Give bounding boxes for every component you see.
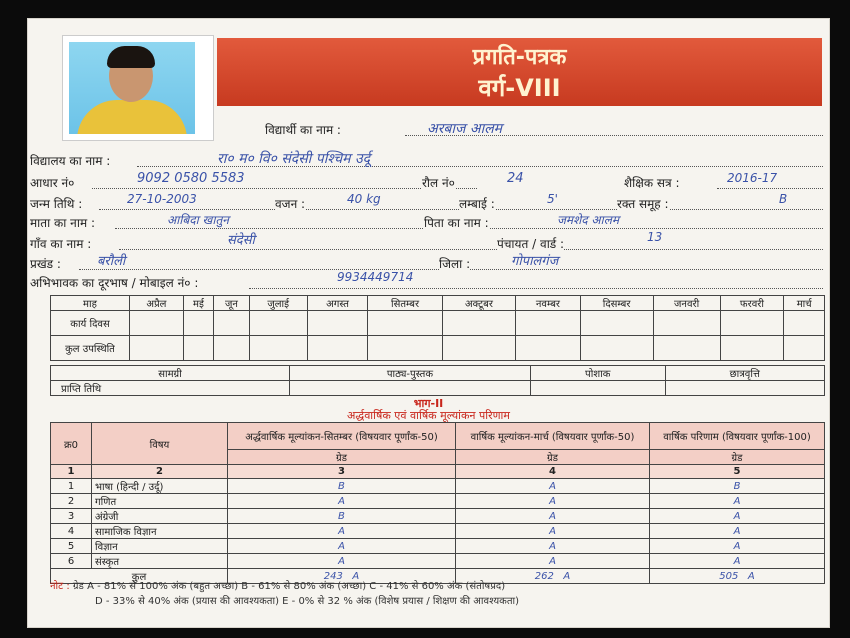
session-label: शैक्षिक सत्र : — [624, 176, 680, 190]
month-cell: मई — [183, 296, 213, 311]
phone-label: अभिभावक का दूरभाष / मोबाइल नं० : — [30, 276, 199, 290]
aadhaar-value: 9092 0580 5583 — [137, 171, 245, 186]
grade-header: ग्रेड — [455, 450, 649, 465]
mother-label: माता का नाम : — [30, 216, 95, 230]
note-line1: ग्रेड A - 81% से 100% अंक (बहुत अच्छा) B - 61% से 80% अंक (अच्छा) C - 41% से 60% अंक (संतोषप्रद) — [72, 581, 506, 592]
work-days-label: कार्य दिवस — [51, 311, 130, 336]
weight-label: वजन : — [275, 197, 306, 211]
student-name-value: अरबाज आलम — [427, 121, 503, 137]
grade-final: A — [650, 539, 825, 554]
mother-value: आबिदा खातुन — [167, 213, 229, 227]
material-uniform: पोशाक — [530, 366, 665, 381]
col-number: 2 — [92, 465, 228, 479]
weight-value: 40 kg — [347, 192, 381, 206]
month-cell: जुलाई — [249, 296, 307, 311]
note-line2: D - 33% से 40% अंक (प्रयास की आवश्यकता) E - 0% से 32 % अंक (विशेष प्रयास / शिक्षण की आवश्यकता) — [95, 596, 520, 607]
village-label: गाँव का नाम : — [30, 237, 92, 251]
dob-value: 27-10-2003 — [127, 192, 197, 206]
subject-header: विषय — [92, 423, 228, 465]
roll-value: 24 — [507, 171, 524, 186]
dob-label: जन्म तिथि : — [30, 197, 83, 211]
row-subject: सामाजिक विज्ञान — [92, 524, 228, 539]
material-scholarship: छात्रवृत्ति — [665, 366, 824, 381]
month-cell: जनवरी — [653, 296, 720, 311]
total-label: कुल — [51, 569, 228, 584]
grade-final: A — [650, 494, 825, 509]
month-cell: अक्टूबर — [442, 296, 516, 311]
total-marks-annual: 262 — [534, 570, 554, 582]
month-cell: अप्रैल — [130, 296, 184, 311]
part2-title: अर्द्धवार्षिक एवं वार्षिक मूल्यांकन परिणाम — [347, 409, 510, 422]
month-cell: दिसम्बर — [580, 296, 653, 311]
row-subject: अंग्रेजी — [92, 509, 228, 524]
height-value: 5' — [547, 192, 558, 206]
height-label: लम्बाई : — [459, 197, 495, 211]
grade-half: B — [228, 509, 456, 524]
table-row — [51, 509, 825, 524]
block-label: प्रखंड : — [30, 257, 61, 271]
table-row — [51, 494, 825, 509]
material-textbook: पाठ्य-पुस्तक — [290, 366, 531, 381]
grade-half: A — [228, 494, 456, 509]
row-sn: 6 — [51, 554, 92, 569]
final-result-header: वार्षिक परिणाम (विषयवार पूर्णांक-100) — [650, 423, 825, 450]
row-sn: 4 — [51, 524, 92, 539]
total-marks-half: 243 — [323, 570, 343, 582]
col-number: 1 — [51, 465, 92, 479]
header-band — [217, 38, 822, 106]
father-value: जमशेद आलम — [557, 213, 620, 227]
attendance-table — [50, 295, 825, 361]
month-cell: मार्च — [784, 296, 825, 311]
phone-value: 9934449714 — [337, 270, 414, 284]
month-cell: नवम्बर — [516, 296, 580, 311]
attendance-label: कुल उपस्थिति — [51, 336, 130, 361]
district-value: गोपालगंज — [511, 254, 559, 269]
session-value: 2016-17 — [727, 171, 778, 185]
grade-annual: A — [455, 524, 649, 539]
row-subject: भाषा (हिन्दी / उर्दू) — [92, 479, 228, 494]
district-label: जिला : — [439, 257, 471, 271]
receipt-date-label: प्राप्ति तिथि — [51, 381, 290, 396]
grade-final: A — [650, 524, 825, 539]
block-value: बरौली — [97, 254, 126, 269]
class-title: वर्ग-VIII — [478, 74, 561, 102]
student-name-label: विद्यार्थी का नाम : — [265, 123, 341, 137]
results-table — [50, 422, 825, 584]
grade-final: B — [650, 479, 825, 494]
row-sn: 1 — [51, 479, 92, 494]
row-subject: गणित — [92, 494, 228, 509]
grade-annual: A — [455, 539, 649, 554]
grade-header: ग्रेड — [228, 450, 456, 465]
row-sn: 5 — [51, 539, 92, 554]
village-value: संदेसी — [227, 233, 255, 248]
grade-annual: A — [455, 494, 649, 509]
col-number: 3 — [228, 465, 456, 479]
row-sn: 3 — [51, 509, 92, 524]
table-row — [51, 554, 825, 569]
month-cell: फरवरी — [720, 296, 784, 311]
row-subject: विज्ञान — [92, 539, 228, 554]
table-row — [51, 524, 825, 539]
school-name-value: रा० म० वि० संदेसी पश्चिम उर्दू — [217, 151, 371, 167]
grade-annual: A — [455, 554, 649, 569]
grade-note — [50, 578, 505, 592]
half-yearly-header: अर्द्धवार्षिक मूल्यांकन-सितम्बर (विषयवार पूर्णांक-50) — [228, 423, 456, 450]
total-marks-final: 505 — [719, 570, 739, 582]
part2-label: भाग-II — [413, 397, 444, 410]
card-title: प्रगति-पत्रक — [472, 45, 567, 70]
annual-header: वार्षिक मूल्यांकन-मार्च (विषयवार पूर्णांक-50) — [455, 423, 649, 450]
grade-header: ग्रेड — [650, 450, 825, 465]
sn-header: क्र0 — [51, 423, 92, 465]
month-cell: जून — [214, 296, 250, 311]
blood-label: रक्त समूह : — [617, 197, 669, 211]
table-row — [51, 539, 825, 554]
materials-header: सामग्री — [51, 366, 290, 381]
blood-value: B — [779, 192, 788, 206]
aadhaar-label: आधार नं० — [30, 176, 75, 190]
month-header: माह — [51, 296, 130, 311]
roll-label: रौल नं० — [422, 176, 455, 190]
row-subject: संस्कृत — [92, 554, 228, 569]
grade-final: A — [650, 554, 825, 569]
grade-annual: A — [455, 479, 649, 494]
student-photo — [69, 42, 195, 134]
progress-card — [27, 18, 830, 628]
grade-half: B — [228, 479, 456, 494]
grade-half: A — [228, 539, 456, 554]
total-grade-annual: A — [563, 570, 571, 582]
materials-table — [50, 365, 825, 396]
student-photo-frame — [63, 36, 213, 140]
grade-half: A — [228, 524, 456, 539]
month-cell: अगस्त — [307, 296, 368, 311]
col-number: 5 — [650, 465, 825, 479]
grade-annual: A — [455, 509, 649, 524]
row-sn: 2 — [51, 494, 92, 509]
col-number: 4 — [455, 465, 649, 479]
total-grade-final: A — [747, 570, 755, 582]
table-row — [51, 479, 825, 494]
school-name-label: विद्यालय का नाम : — [30, 154, 111, 168]
grade-final: A — [650, 509, 825, 524]
note-label: नोट : — [50, 581, 70, 592]
panchayat-value: 13 — [647, 230, 663, 244]
panchayat-label: पंचायत / वार्ड : — [497, 237, 565, 251]
month-cell: सितम्बर — [368, 296, 442, 311]
father-label: पिता का नाम : — [424, 216, 489, 230]
total-grade-half: A — [352, 570, 360, 582]
grade-half: A — [228, 554, 456, 569]
